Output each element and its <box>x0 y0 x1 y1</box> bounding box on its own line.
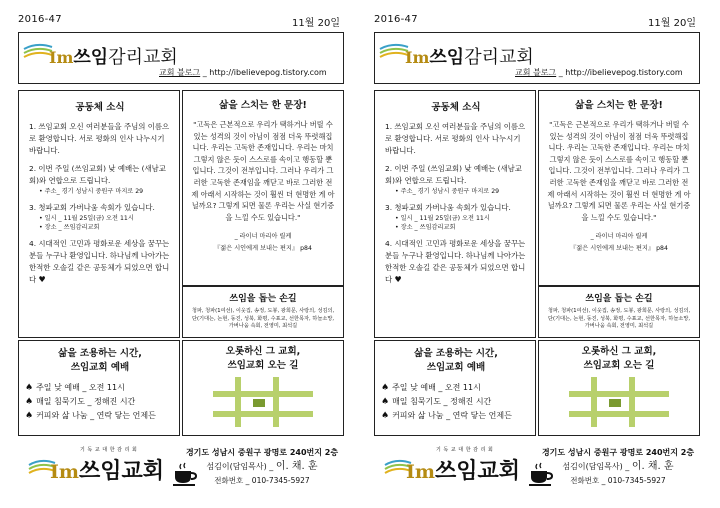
footer-info <box>538 446 698 488</box>
worship-row: ♠ 커피와 삶 나눔 _ 연락 닿는 언제든 <box>25 411 156 421</box>
quote-body: "고독은 근본적으로 우리가 택하거나 버릴 수 있는 성격의 것이 아님이 점점 더욱 뚜렷해집니다. 우리는 고독한 존재입니다. 우리는 마치 그렇지 않은 듯이 스스로를 속이고 행동할 뿐입니다. 그것이 전부입니다. 그러나 우리가 그러한 고독한 존재임을 깨닫고 바로 그러한 전제 아래서 시작하는 것이 훨씬 더 현명한 게 아닐까요? 그렇게 되면 물론 우리는 사실 현기증을 느낄 수도 있습니다." <box>191 120 335 222</box>
notice-item <box>385 121 527 157</box>
notice-text: 청파교회 가버나움 속회가 있습니다. <box>394 203 511 212</box>
quote-title: 삶을 스치는 한 문장! <box>219 100 307 111</box>
helpers-box <box>538 286 700 338</box>
map-title-line: 쓰임교회 오는 길 <box>227 360 299 371</box>
notice-sub: • 주소_ 경기 성남시 중원구 마지로 29 <box>39 188 144 195</box>
worship-label: 매일 침묵기도 <box>392 397 441 406</box>
notice-sub: • 장소 _ 쓰임감리교회 <box>395 224 456 231</box>
worship-box <box>374 340 536 436</box>
worship-title <box>25 347 175 375</box>
worship-title-line: 쓰임교회 예배 <box>426 362 486 373</box>
quote-box <box>538 90 700 286</box>
logo-im: Im <box>405 48 430 67</box>
worship-row: ♠ 주일 낮 예배 _ 오전 11시 <box>25 383 125 393</box>
worship-value: 연락 닿는 언제든 <box>96 411 156 420</box>
church-name <box>405 43 534 69</box>
worship-value: 연락 닿는 언제든 <box>452 411 512 420</box>
notice-text: 시대적인 고민과 평화로운 세상을 꿈꾸는 분들 누구나 환영입니다. 하나님께 나아가는 한적한 오솔길 같은 공동체가 되었으면 합니다 <box>385 239 526 284</box>
pastor-name: 이. 채. 훈 <box>275 461 318 472</box>
helpers-title: 쓰임을 돕는 손길 <box>229 294 297 304</box>
worship-row: ♠ 주일 낮 예배 _ 오전 11시 <box>381 383 481 393</box>
pastor-name: 이. 채. 훈 <box>631 461 674 472</box>
notices-list <box>385 121 527 286</box>
blog-url[interactable]: http://ibelievepog.tistory.com <box>209 68 327 77</box>
footer-pastor <box>538 460 698 474</box>
spade-icon: ♠ <box>25 411 34 421</box>
header-box <box>18 32 344 84</box>
footer-church-name <box>50 454 164 485</box>
map-box <box>182 340 344 436</box>
directions-map <box>569 377 669 427</box>
worship-title <box>381 347 531 375</box>
quote-author: _ 라이너 마리아 릴케 <box>234 233 292 241</box>
directions-map <box>213 377 313 427</box>
spade-icon: ♠ <box>381 383 390 393</box>
worship-box <box>18 340 180 436</box>
footer-info <box>182 446 342 488</box>
worship-value: 오전 11시 <box>88 383 125 392</box>
pastor-label: 섬김이(담임목사) _ <box>562 462 630 471</box>
logo-im: Im <box>49 48 74 67</box>
worship-label: 주일 낮 예배 <box>36 383 80 392</box>
worship-label: 커피와 삶 나눔 <box>36 411 88 420</box>
logo-bold: 쓰임 <box>429 47 465 68</box>
spade-icon: ♠ <box>25 397 34 407</box>
worship-value: 오전 11시 <box>444 383 481 392</box>
blog-url[interactable]: http://ibelievepog.tistory.com <box>565 68 683 77</box>
map-title <box>187 345 339 373</box>
church-logo <box>379 39 534 68</box>
worship-value: 정해진 시간 <box>450 397 492 406</box>
logo-bold: 쓰임 <box>73 47 109 68</box>
footer-logo-bold: 쓰임교회 <box>435 459 521 484</box>
footer-phone: 전화번호 _ 010-7345-5927 <box>570 476 666 485</box>
footer-logo-im: Im <box>406 461 435 483</box>
notice-num: 1. <box>385 122 393 131</box>
map-title-line: 쓰임교회 오는 길 <box>583 360 655 371</box>
footer-logo <box>28 446 178 486</box>
worship-label: 커피와 삶 나눔 <box>392 411 444 420</box>
helpers-box <box>182 286 344 338</box>
pastor-label: 섬김이(담임목사) _ <box>206 462 274 471</box>
notices-box <box>374 90 536 338</box>
notice-num: 3. <box>385 203 393 212</box>
notice-text: 시대적인 고민과 평화로운 세상을 꿈꾸는 분들 누구나 환영입니다. 하나님께 나아가는 한적한 오솔길 같은 공동체가 되었으면 합니다 <box>29 239 170 284</box>
footer-tagline: 기독교대한감리회 <box>80 447 140 453</box>
notice-sub: • 장소 _ 쓰임감리교회 <box>39 224 100 231</box>
worship-label: 매일 침묵기도 <box>36 397 85 406</box>
quote-body: "고독은 근본적으로 우리가 택하거나 버릴 수 있는 성격의 것이 아님이 점점 더욱 뚜렷해집니다. 우리는 고독한 존재입니다. 우리는 마치 그렇지 않은 듯이 스스로를 속이고 행동할 뿐입니다. 그것이 전부입니다. 그러나 우리가 그러한 고독한 존재임을 깨닫고 바로 그러한 전제 아래서 시작하는 것이 훨씬 더 현명한 게 아닐까요? 그렇게 되면 물론 우리는 사실 현기증을 느낄 수도 있습니다." <box>547 120 691 222</box>
notice-num: 2. <box>385 164 393 173</box>
map-title-line: 오롯하신 그 교회, <box>581 346 657 357</box>
blog-label: 교회 블로그 <box>515 68 557 77</box>
helpers-list: 청파, 청파(1여선), 이웃집, 송정, 도봉, 광희문, 사랑의, 성김의, 단(기대는, 논현, 동진, 성북, 화평, 수표교, 선한목자, 하늘소망, 가버나움 속회, 전영미, 최석길 <box>547 308 691 330</box>
worship-row: ♠ 커피와 삶 나눔 _ 연락 닿는 언제든 <box>381 411 512 421</box>
church-logo <box>23 39 178 68</box>
blog-label: 교회 블로그 <box>159 68 201 77</box>
notice-sub: • 일시 _ 11월 25일(금) 오전 11시 <box>395 215 490 222</box>
spade-icon: ♠ <box>381 411 390 421</box>
bulletin-date: 11월 20일 <box>648 18 696 29</box>
bulletin-page-right <box>370 0 706 508</box>
notice-item <box>385 202 527 232</box>
blog-line <box>515 67 683 78</box>
worship-row: ♠ 매일 침묵기도 _ 정해진 시간 <box>25 397 136 407</box>
footer-address: 경기도 성남시 중원구 광명로 240번지 2층 <box>541 448 695 457</box>
quote-author: _ 라이너 마리아 릴케 <box>590 233 648 241</box>
church-name <box>49 43 178 69</box>
footer-pastor <box>182 460 342 474</box>
blog-sep: _ <box>558 68 563 77</box>
notice-num: 4. <box>29 239 37 248</box>
notice-num: 3. <box>29 203 37 212</box>
notice-item <box>29 202 171 232</box>
worship-title-line: 삶을 조용하는 시간, <box>58 348 142 359</box>
worship-row: ♠ 매일 침묵기도 _ 정해진 시간 <box>381 397 492 407</box>
notices-box <box>18 90 180 338</box>
blog-line <box>159 67 327 78</box>
logo-rest: 감리교회 <box>464 47 534 68</box>
blog-sep: _ <box>202 68 207 77</box>
worship-value: 정해진 시간 <box>94 397 136 406</box>
footer-phone: 전화번호 _ 010-7345-5927 <box>214 476 310 485</box>
heart-icon: ♥ <box>394 275 402 284</box>
notice-text: 쓰임교회 오신 여러분들을 주님의 이름으로 환영합니다. 서로 평화의 인사 나누시기 바랍니다. <box>385 122 526 155</box>
map-box <box>538 340 700 436</box>
notice-item <box>29 238 171 286</box>
helpers-title: 쓰임을 돕는 손길 <box>585 294 653 304</box>
spade-icon: ♠ <box>381 397 390 407</box>
notice-item <box>385 238 527 286</box>
footer-logo-im: Im <box>50 461 79 483</box>
map-title-line: 오롯하신 그 교회, <box>225 346 301 357</box>
header-box <box>374 32 700 84</box>
notices-list <box>29 121 171 286</box>
quote-title: 삶을 스치는 한 문장! <box>575 100 663 111</box>
quote-source: 『젊은 시인에게 보내는 편지』 p84 <box>570 245 668 253</box>
spade-icon: ♠ <box>25 383 34 393</box>
footer-logo <box>384 446 534 486</box>
footer-tagline: 기독교대한감리회 <box>436 447 496 453</box>
notices-title: 공동체 소식 <box>431 102 481 113</box>
notice-num: 1. <box>29 122 37 131</box>
issue-number: 2016-47 <box>18 14 62 25</box>
notice-num: 2. <box>29 164 37 173</box>
footer-logo-bold: 쓰임교회 <box>79 459 165 484</box>
notice-num: 4. <box>385 239 393 248</box>
footer-address: 경기도 성남시 중원구 광명로 240번지 2층 <box>185 448 339 457</box>
notice-text: 쓰임교회 오신 여러분들을 주님의 이름으로 환영합니다. 서로 평화의 인사 나누시기 바랍니다. <box>29 122 170 155</box>
helpers-list: 청파, 청파(1여선), 이웃집, 송정, 도봉, 광희문, 사랑의, 성김의, 단(기대는, 논현, 동진, 성북, 화평, 수표교, 선한목자, 하늘소망, 가버나움 속회, 전영미, 최석길 <box>191 308 335 330</box>
map-title <box>543 345 695 373</box>
bulletin-page-left <box>14 0 350 508</box>
notice-sub: • 일시 _ 11월 25일(금) 오전 11시 <box>39 215 134 222</box>
bulletin-date: 11월 20일 <box>292 18 340 29</box>
heart-icon: ♥ <box>38 275 46 284</box>
notice-text: 이번 주일 (쓰임교회) 낮 예배는 (새남교회)와 연합으로 드립니다. <box>29 164 166 185</box>
footer-church-name <box>406 454 520 485</box>
notice-item <box>385 163 527 196</box>
worship-label: 주일 낮 예배 <box>392 383 436 392</box>
notice-text: 이번 주일 (쓰임교회) 낮 예배는 (새남교회)와 연합으로 드립니다. <box>385 164 522 185</box>
notice-item <box>29 121 171 157</box>
quote-box <box>182 90 344 286</box>
worship-title-line: 쓰임교회 예배 <box>70 362 130 373</box>
issue-number: 2016-47 <box>374 14 418 25</box>
worship-title-line: 삶을 조용하는 시간, <box>414 348 498 359</box>
notice-item <box>29 163 171 196</box>
quote-source: 『젊은 시인에게 보내는 편지』 p84 <box>214 245 312 253</box>
notice-text: 청파교회 가버나움 속회가 있습니다. <box>38 203 155 212</box>
notices-title: 공동체 소식 <box>75 102 125 113</box>
notice-sub: • 주소_ 경기 성남시 중원구 마지로 29 <box>395 188 500 195</box>
logo-rest: 감리교회 <box>108 47 178 68</box>
